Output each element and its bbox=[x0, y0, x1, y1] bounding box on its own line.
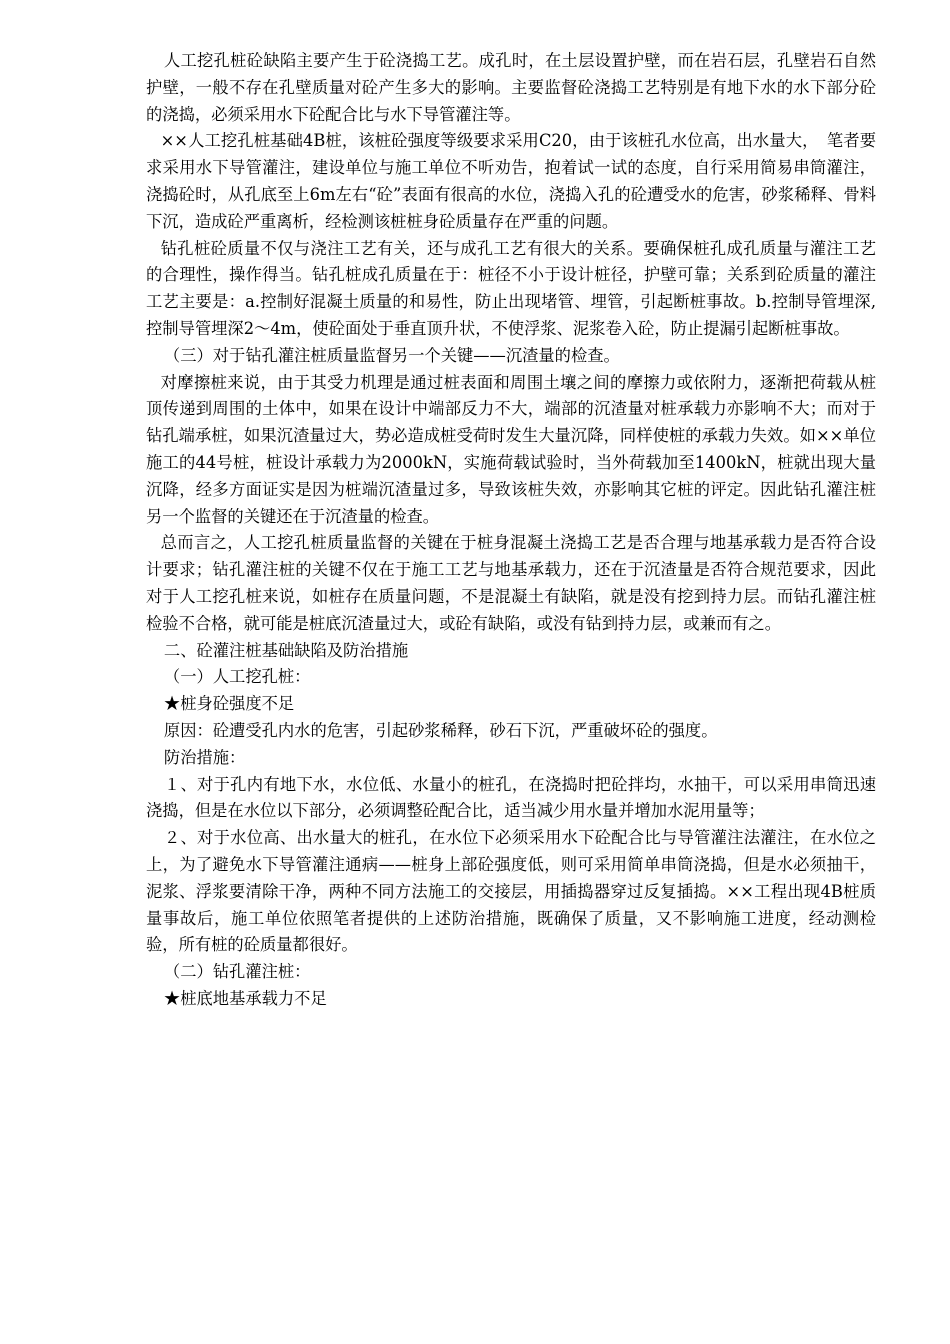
document-body bbox=[146, 48, 876, 1013]
bullet-insufficient-bearing-capacity: ★桩底地基承载力不足 bbox=[163, 988, 327, 1008]
paragraph-measure-2: ２、对于水位高、出水量大的桩孔，在水位下必须采用水下砼配合比与导管灌注法灌注，在水位之上，为了避免水下导管灌注通病——桩身上部砼强度低，则可采用简单串筒浇捣，但是水必须抽干，泥浆、浮浆要清除干净，两种不同方法施工的交接层，用插捣器穿过反复插捣。××工程出现4B桩质量事故后，施工单位依照笔者提供的上述防治措施，既确保了质量，又不影响施工进度，经动测检验，所有桩的砼质量都很好。 bbox=[146, 828, 876, 955]
paragraph-summary: 总而言之，人工挖孔桩质量监督的关键在于桩身混凝土浇捣工艺是否合理与地基承载力是否符合设计要求；钻孔灌注桩的关键不仅在于施工工艺与地基承载力，还在于沉渣量是否符合规范要求，因此对于人工挖孔桩来说，如桩存在质量问题，不是混凝土有缺陷，就是没有挖到持力层。而钻孔灌注桩检验不合格，就可能是桩底沉渣量过大，或砼有缺陷，或没有钻到持力层，或兼而有之。 bbox=[146, 533, 876, 633]
paragraph-measure-1: １、对于孔内有地下水，水位低、水量小的桩孔，在浇捣时把砼拌均，水抽干，可以采用串筒迅速浇捣，但是在水位以下部分，必须调整砼配合比，适当减少用水量并增加水泥用量等； bbox=[146, 774, 876, 821]
subsection-heading-hand-dug-pile: （一）人工挖孔桩： bbox=[163, 667, 311, 687]
paragraph-hand-dug-pile-defects: 人工挖孔桩砼缺陷主要产生于砼浇捣工艺。成孔时，在土层设置护壁，而在岩石层，孔壁岩石自然护壁，一般不存在孔壁质量对砼产生多大的影响。主要监督砼浇捣工艺特别是有地下水的水下部分砼的浇捣，必须采用水下砼配合比与水下导管灌注等。 bbox=[146, 51, 876, 124]
paragraph-case-4b-pile: ××人工挖孔桩基础4B桩，该桩砼强度等级要求采用C20，由于该桩孔水位高，出水量大， 笔者要求采用水下导管灌注，建设单位与施工单位不听劝告，抱着试一试的态度，自行采用简易串筒灌注，浇捣砼时，从孔底至上6m左右“砼”表面有很高的水位，浇捣入孔的砼遭受水的危害，砂浆稀释、骨料下沉，造成砼严重离析，经检测该桩桩身砼质量存在严重的问题。 bbox=[146, 131, 876, 231]
section-heading-sediment-check: （三）对于钻孔灌注桩质量监督另一个关键——沉渣量的检查。 bbox=[163, 345, 620, 365]
paragraph-bored-pile-quality: 钻孔桩砼质量不仅与浇注工艺有关，还与成孔工艺有很大的关系。要确保桩孔成孔质量与灌注工艺的合理性，操作得当。钻孔桩成孔质量在于：桩径不小于设计桩径，护壁可靠；关系到砼质量的灌注工艺主要是：a.控制好混凝土质量的和易性，防止出现堵管、埋管，引起断桩事故。b.控制导管埋深,控制导管埋深2～4m，使砼面处于垂直顶升状，不使浮浆、泥浆卷入砼，防止提漏引起断桩事故。 bbox=[146, 238, 876, 338]
subsection-heading-bored-pile: （二）钻孔灌注桩： bbox=[163, 962, 311, 982]
paragraph-cause: 原因：砼遭受孔内水的危害，引起砂浆稀释，砂石下沉，严重破坏砼的强度。 bbox=[163, 720, 718, 740]
paragraph-prevention-label: 防治措施： bbox=[163, 747, 246, 767]
section-heading-defects-prevention: 二、砼灌注桩基础缺陷及防治措施 bbox=[163, 640, 409, 660]
bullet-insufficient-strength: ★桩身砼强度不足 bbox=[163, 694, 295, 714]
paragraph-friction-pile: 对摩擦桩来说，由于其受力机理是通过桩表面和周围土壤之间的摩擦力或依附力，逐渐把荷载从桩顶传递到周围的土体中，如果在设计中端部反力不大，端部的沉渣量对桩承载力亦影响不大；而对于钻孔端承桩，如果沉渣量过大，势必造成桩受荷时发生大量沉降，同样使桩的承载力失效。如××单位施工的44号桩，桩设计承载力为2000kN，实施荷载试验时，当外荷载加至1400kN，桩就出现大量沉降，经多方面证实是因为桩端沉渣量过多，导致该桩失效，亦影响其它桩的评定。因此钻孔灌注桩另一个监督的关键还在于沉渣量的检查。 bbox=[146, 372, 876, 526]
